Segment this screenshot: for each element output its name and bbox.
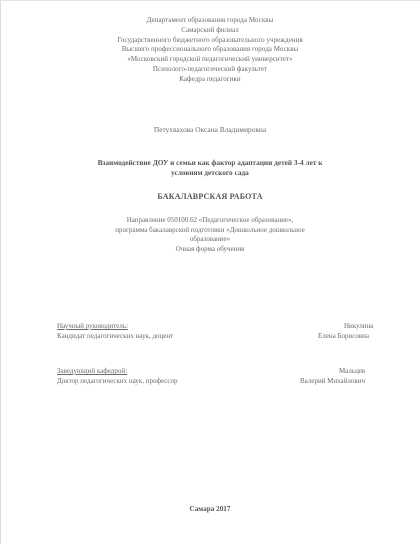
header-line-university: «Московский городской педагогический университет» — [127, 55, 293, 64]
direction-line-1: Направление 050100.62 «Педагогическое образование», — [126, 216, 294, 224]
header-line-institution: Государственного бюджетного образовательного учреждения — [117, 35, 303, 44]
topic-line-1: Взаимодействие ДОУ и семьи как фактор адаптации детей 3-4 лет к — [97, 158, 323, 167]
institution-header — [0, 16, 420, 85]
supervisor-surname: Никулина — [344, 322, 374, 330]
head-surname: Мальцев — [339, 367, 366, 375]
supervisor-degree: Кандидат педагогических наук, доцент — [57, 332, 174, 340]
header-line-chair: Кафедра педагогики — [179, 74, 241, 83]
supervisor-role: Научный руководитель: — [57, 322, 128, 330]
supervisor-name: Елена Борисовна — [318, 332, 370, 340]
work-type-title: БАКАЛАВРСКАЯ РАБОТА — [157, 192, 263, 201]
city-year: Самара 2017 — [189, 505, 231, 513]
header-line-branch: Самарский филиал — [181, 25, 239, 34]
topic-line-2: условиям детского сада — [171, 168, 249, 177]
head-role: Заведующий кафедрой: — [57, 367, 128, 375]
page-edge-top — [0, 0, 420, 1]
head-degree: Доктор педагогических наук, профессор — [57, 377, 178, 385]
thesis-topic — [0, 158, 420, 178]
author-name: Петухвахова Оксана Владимировна — [153, 125, 267, 134]
study-direction — [0, 216, 420, 254]
head-name: Валерий Михайлович — [300, 377, 365, 385]
study-form: Очная форма обучения — [175, 244, 245, 253]
direction-line-2: программа бакалаврской подготовки «Дошкольное дошкольное — [115, 225, 305, 234]
direction-line-3: образование» — [189, 235, 231, 244]
header-line-education: Высшего профессионального образования города Москвы — [121, 45, 299, 54]
header-line-faculty: Психолого-педагогический факультет — [152, 64, 268, 73]
header-line-department: Департамент образования города Москвы — [146, 16, 274, 24]
